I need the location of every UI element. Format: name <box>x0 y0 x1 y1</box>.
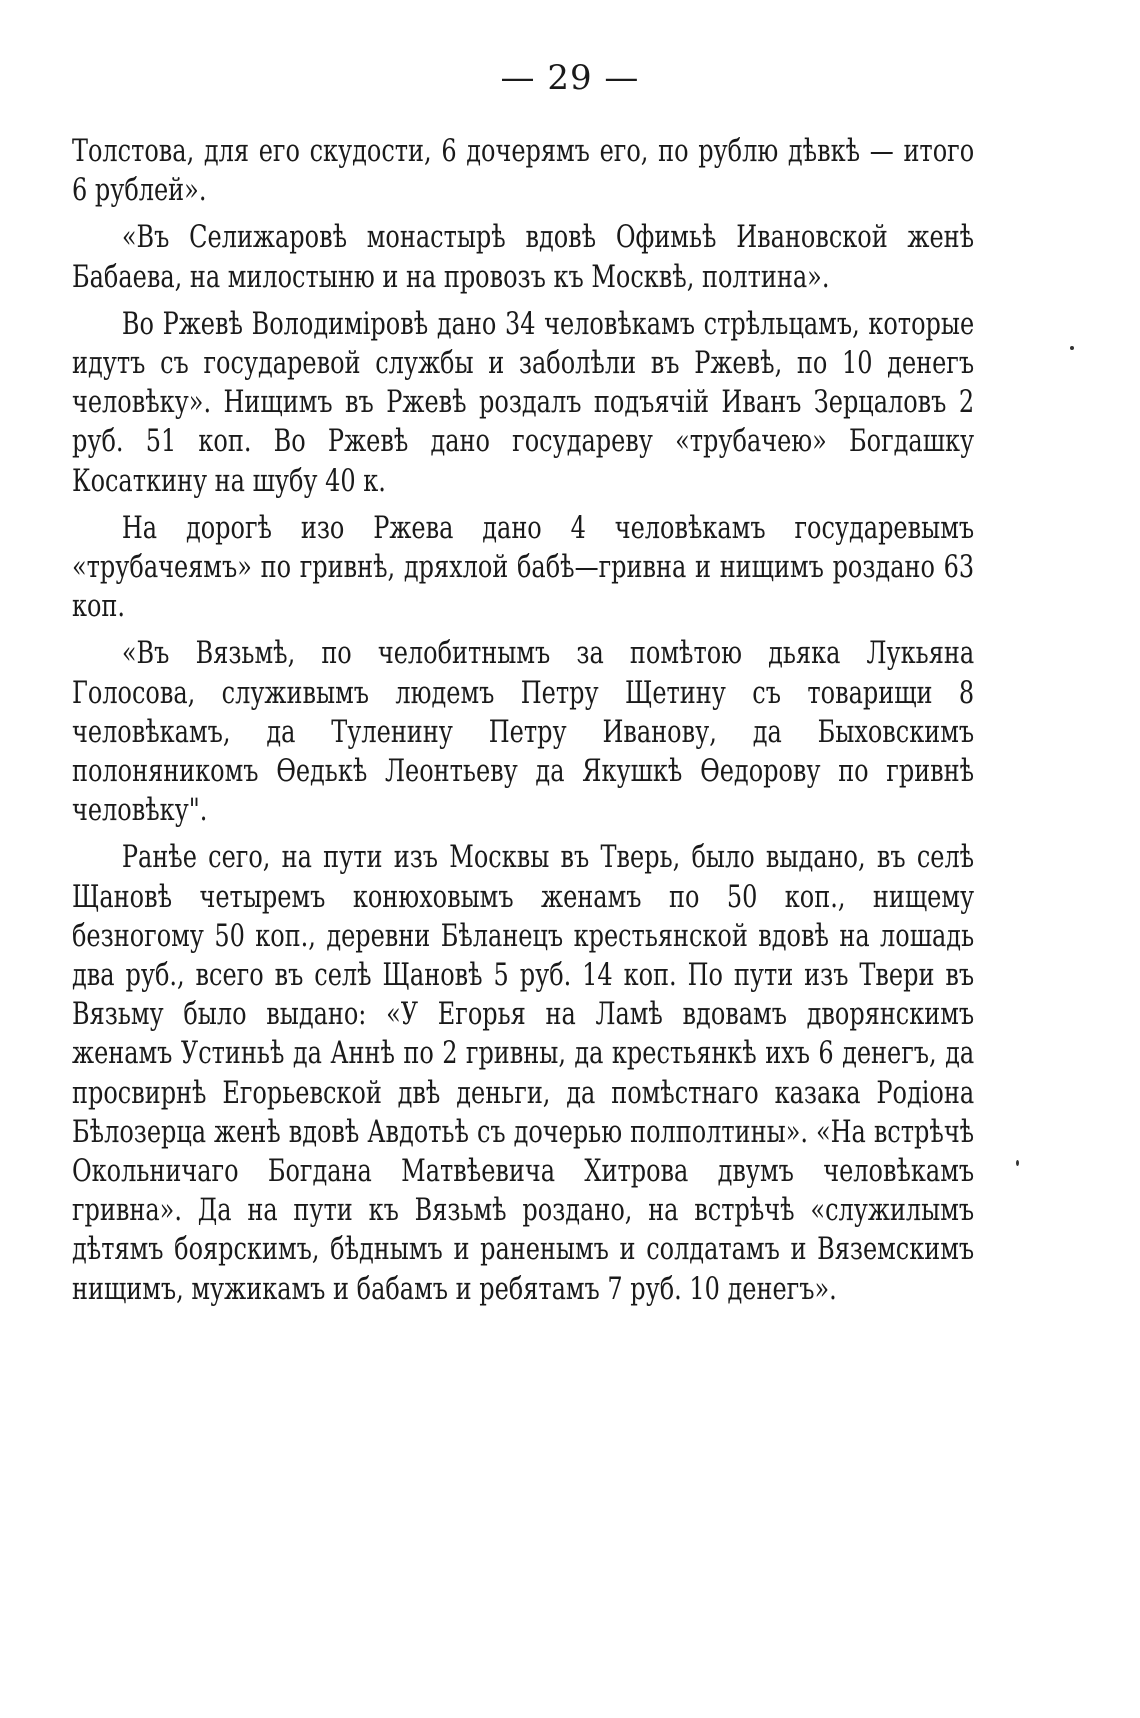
paragraph-1: Толстова, для его скудости, 6 дочерямъ его, по рублю дѣвкѣ — итого 6 рублей». <box>72 133 975 209</box>
ink-speck <box>1070 346 1074 350</box>
paragraph-4: На дорогѣ изо Ржева дано 4 человѣкамъ государевымъ «трубачеямъ» по гривнѣ, дряхлой бабѣ—гривна и нищимъ роздано 63 коп. <box>72 509 975 625</box>
paragraph-5: «Въ Вязьмѣ, по челобитнымъ за помѣтою дьяка Лукьяна Голосова, служивымъ людемъ Петру Щетину съ товарищи 8 человѣкамъ, да Туленину Петру Иванову, да Быховскимъ полоняникомъ Ѳедькѣ Леонтьеву да Якушкѣ Ѳедорову по гривнѣ человѣку". <box>72 635 975 829</box>
page-text <box>72 132 974 1317</box>
ink-speck <box>1016 1160 1019 1166</box>
paragraph-2: «Въ Селижаровѣ монастырѣ вдовѣ Офимьѣ Ивановской женѣ Бабаева, на милостыню и на провозъ къ Москвѣ, полтина». <box>72 219 975 295</box>
page-number: — 29 — <box>500 58 640 98</box>
paragraph-6: Ранѣе сего, на пути изъ Москвы въ Тверь, было выдано, въ селѣ Щановѣ четыремъ конюховымъ женамъ по 50 коп., нищему безногому 50 коп., деревни Бѣланецъ крестьянской вдовѣ на лошадь два руб., всего въ селѣ Щановѣ 5 руб. 14 коп. По пути изъ Твери въ Вязьму было выдано: «У Егорья на Ламѣ вдовамъ дворянскимъ женамъ Устиньѣ да Аннѣ по 2 гривны, да крестьянкѣ ихъ 6 денегъ, да просвирнѣ Егорьевской двѣ деньги, да помѣстнаго казака Родіона Бѣлозерца женѣ вдовѣ Авдотьѣ съ дочерью полполтины». «На встрѣчѣ Окольничаго Богдана Матвѣевича Хитрова двумъ человѣкамъ гривна». Да на пути къ Вязьмѣ роздано, на встрѣчѣ «служилымъ дѣтямъ боярскимъ, бѣднымъ и раненымъ и солдатамъ и Вяземскимъ нищимъ, мужикамъ и бабамъ и ребятамъ 7 руб. 10 денегъ». <box>72 839 975 1307</box>
paragraph-3: Во Ржевѣ Володиміровѣ дано 34 человѣкамъ стрѣльцамъ, которые идутъ съ государевой службы и заболѣли въ Ржевѣ, по 10 денегъ человѣку». Нищимъ въ Ржевѣ роздалъ подъячій Иванъ Зерцаловъ 2 руб. 51 коп. Во Ржевѣ дано государеву «трубачею» Богдашку Косаткину на шубу 40 к. <box>72 305 975 499</box>
